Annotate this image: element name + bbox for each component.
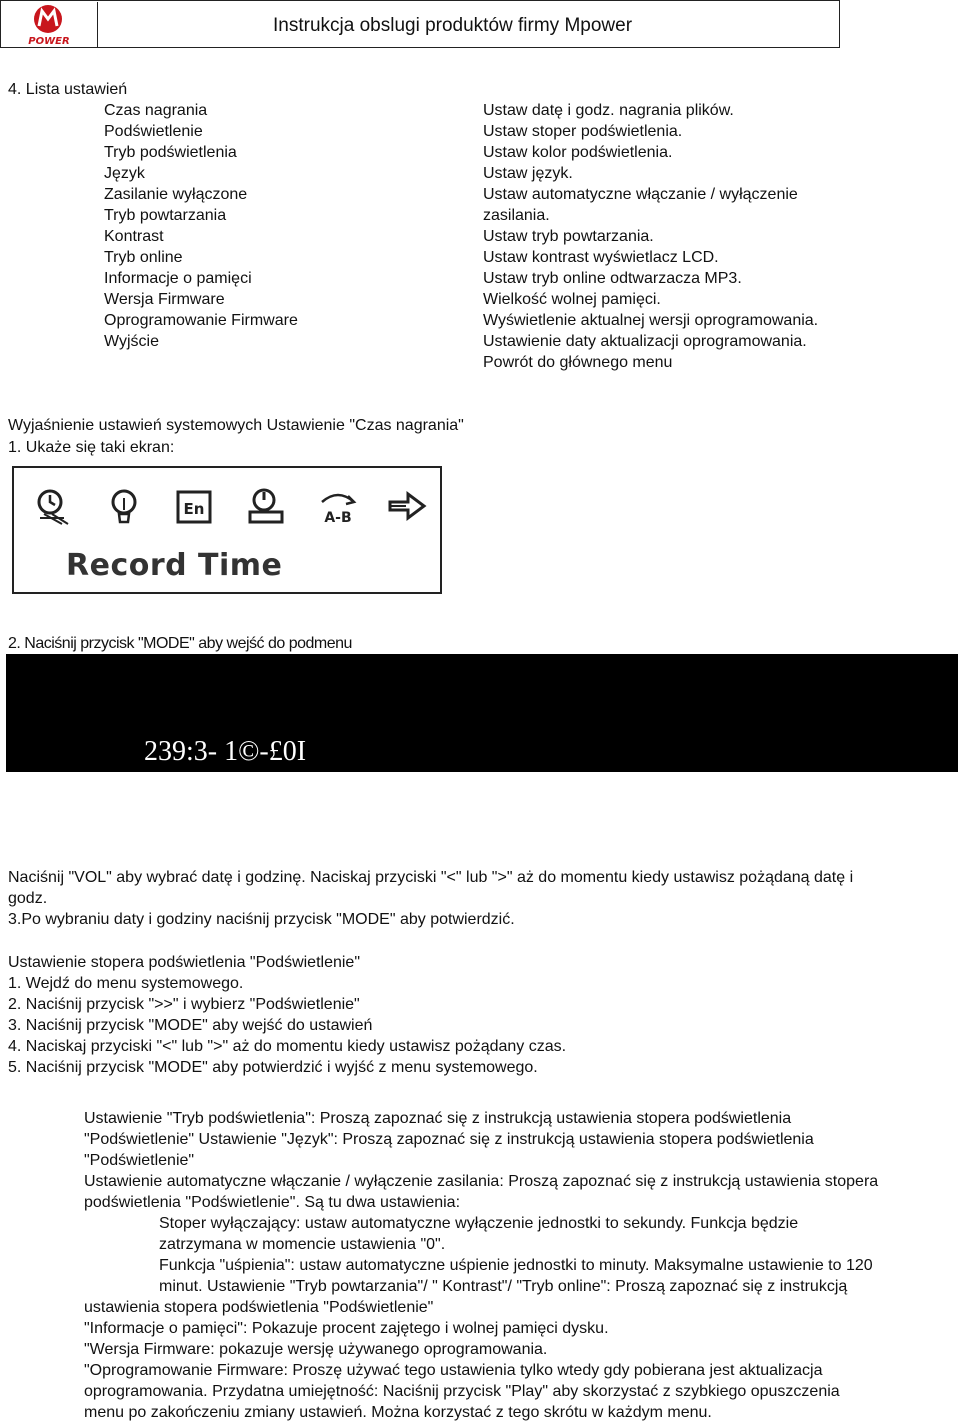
note-line: "Informacje o pamięci": Pokazuje procent zajętego i wolnej pamięci dysku. [84,1320,609,1337]
note-line: podświetlenia "Podświetlenie". Są tu dwa ustawienia: [84,1194,461,1211]
exit-arrow-icon [386,486,426,528]
note-line: "Wersja Firmware: pokazuje wersję używanego oprogramowania. [84,1341,548,1358]
icon-ab-text: A-B [324,510,352,526]
screen-label: Record Time [66,548,283,583]
step-text: 1. Wejdź do menu systemowego. [8,975,244,992]
device-screen-image [12,466,442,594]
step-text: 1. Ukaże się taki ekran: [8,439,175,456]
setting-description: Ustaw język. [483,165,573,182]
header-title: Instrukcja obslugi produktów firmy Mpower [273,15,633,36]
section-heading: 4. Lista ustawień [8,81,128,98]
step-text: 2. Naciśnij przycisk ">>" i wybierz "Podświetlenie" [8,996,360,1013]
step-text: 3. Naciśnij przycisk "MODE" aby wejść do ustawień [8,1017,373,1034]
setting-description: Ustaw tryb powtarzania. [483,228,654,245]
submenu-screen-image [6,654,958,772]
language-en-icon [174,486,214,528]
note-line: minut. Ustawienie "Tryb powtarzania"/ " Kontrast"/ "Tryb online": Proszą zapoznać się z instrukcją [159,1278,848,1295]
icon-en-text: En [183,500,205,518]
setting-name: Wersja Firmware [104,291,225,308]
setting-description: Ustaw stoper podświetlenia. [483,123,683,140]
note-line: Ustawienie "Tryb podświetlenia": Proszą zapoznać się z instrukcją ustawienia stopera podświetlenia [84,1110,792,1127]
note-line: zatrzymana w momencie ustawienia "0". [159,1236,446,1253]
mpower-logo [2,2,98,48]
setting-name: Informacje o pamięci [104,270,252,287]
note-line: "Oprogramowanie Firmware: Proszę używać tego ustawienia tylko wtedy gdy pobierana jest aktualizacja [84,1362,823,1379]
step-text: 3.Po wybraniu daty i godziny naciśnij przycisk "MODE" aby potwierdzić. [8,911,515,928]
setting-description: Ustaw automatyczne włączanie / wyłączenie [483,186,798,203]
setting-description: Wielkość wolnej pamięci. [483,291,661,308]
setting-description: zasilania. [483,207,550,224]
band-text: 239:3- 1©-£0I [144,736,307,767]
setting-name: Język [104,165,145,182]
setting-name: Tryb podświetlenia [104,144,237,161]
step-text: 4. Naciskaj przyciski "<" lub ">" aż do momentu kiedy ustawisz pożądany czas. [8,1038,567,1055]
note-line: oprogramowania. Przydatna umiejętność: Naciśnij przycisk "Play" aby skorzystać z szybkiego opuszczenia [84,1383,840,1400]
setting-description: Powrót do głównego menu [483,354,673,371]
setting-description: Ustawienie daty aktualizacji oprogramowania. [483,333,807,350]
setting-name: Tryb powtarzania [104,207,227,224]
setting-description: Ustaw kolor podświetlenia. [483,144,673,161]
repeat-ab-icon [316,486,356,528]
step-text: 2. Naciśnij przycisk "MODE" aby wejść do podmenu [8,635,352,652]
step-text: 5. Naciśnij przycisk "MODE" aby potwierdzić i wyjść z menu systemowego. [8,1059,538,1076]
bulb-icon [104,486,144,528]
setting-name: Wyjście [104,333,159,350]
paragraph-text: godz. [8,890,48,907]
section-title: Ustawienie stopera podświetlenia "Podświetlenie" [8,954,360,971]
setting-description: Ustaw datę i godz. nagrania plików. [483,102,734,119]
setting-description: Ustaw tryb online odtwarzacza MP3. [483,270,742,287]
setting-description: Ustaw kontrast wyświetlacz LCD. [483,249,719,266]
setting-name: Kontrast [104,228,164,245]
clock-icon [32,486,72,528]
setting-name: Oprogramowanie Firmware [104,312,298,329]
note-line: Stoper wyłączający: ustaw automatyczne wyłączenie jednostki to sekundy. Funkcja będzie [159,1215,799,1232]
logo-text: POWER [28,36,70,46]
note-line: Funkcja "uśpienia": ustaw automatyczne uśpienie jednostki to minuty. Maksymalne ustawienie to 120 [159,1257,873,1274]
setting-name: Czas nagrania [104,102,208,119]
setting-name: Zasilanie wyłączone [104,186,248,203]
setting-name: Podświetlenie [104,123,203,140]
paragraph-text: Naciśnij "VOL" aby wybrać datę i godzinę. Naciskaj przyciski "<" lub ">" aż do momentu kiedy ustawisz pożądaną datę i [8,869,854,886]
note-line: ustawienia stopera podświetlenia "Podświetlenie" [84,1299,434,1316]
setting-description: Wyświetlenie aktualnej wersji oprogramowania. [483,312,819,329]
note-line: "Podświetlenie" [84,1152,195,1169]
page-header [0,0,840,48]
power-icon [246,486,286,528]
setting-name: Tryb online [104,249,183,266]
explain-title: Wyjaśnienie ustawień systemowych Ustawienie "Czas nagrania" [8,417,464,434]
note-line: menu po zakończeniu zmiany ustawień. Można korzystać z tego skrótu w każdym menu. [84,1404,712,1421]
note-line: Ustawienie automatyczne włączanie / wyłączenie zasilania: Proszą zapoznać się z instrukcją ustawienia stopera [84,1173,879,1190]
note-line: "Podświetlenie" Ustawienie "Język": Proszą zapoznać się z instrukcją ustawienia stopera podświetlenia [84,1131,814,1148]
